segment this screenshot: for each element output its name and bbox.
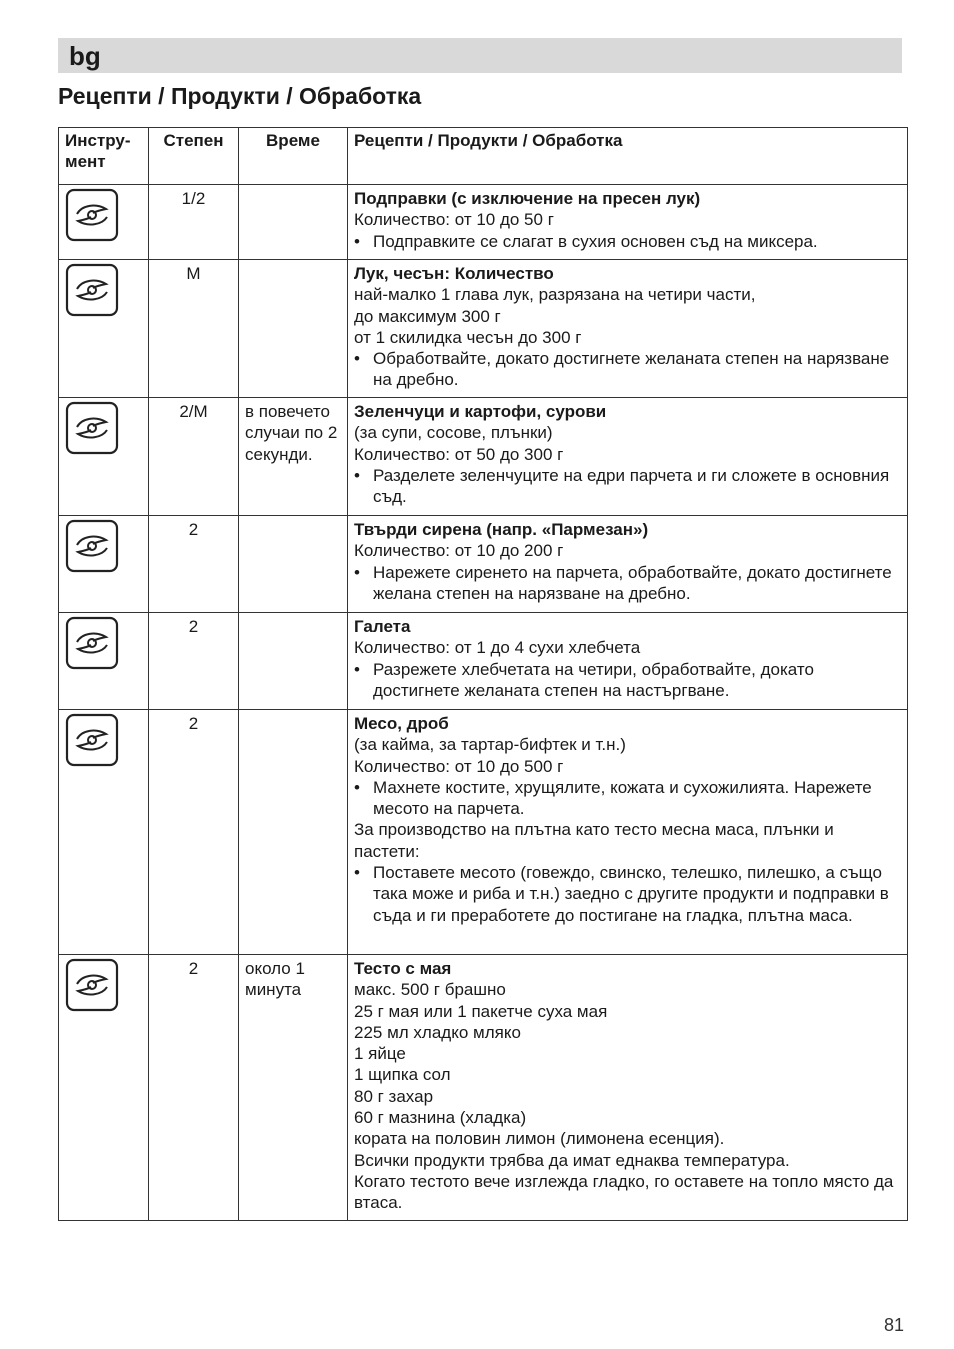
recipe-line: Количество: от 10 до 200 г bbox=[354, 541, 564, 561]
recipe-line: Количество: от 1 до 4 сухи хлебчета bbox=[354, 638, 641, 658]
bullet-icon: • bbox=[354, 562, 360, 582]
table-row bbox=[59, 613, 908, 710]
time-cell bbox=[239, 613, 348, 710]
bullet-text: Поставете месото (говеждо, свинско, телешко, пилешко, а също така може и риба и т.н.) заедно с другите продукти и подправки в съда и ги преработете до постигане на гладка, плътна маса. bbox=[373, 863, 889, 925]
page-number: 81 bbox=[883, 1315, 904, 1335]
blade-attachment-icon bbox=[65, 616, 142, 670]
recipe-line: (за кайма, за тартар-бифтек и т.н.) bbox=[354, 735, 626, 755]
stage-cell: 2 bbox=[149, 613, 239, 710]
recipe-cell bbox=[348, 185, 908, 260]
blade-attachment-icon bbox=[65, 519, 142, 573]
recipe-cell bbox=[348, 955, 908, 1221]
bullet-icon: • bbox=[354, 349, 360, 369]
blade-attachment-icon bbox=[65, 263, 142, 317]
recipe-heading: Месо, дроб bbox=[354, 714, 449, 733]
tool-cell bbox=[59, 955, 149, 1221]
table-row bbox=[59, 185, 908, 260]
recipe-heading: Подправки (с изключение на пресен лук) bbox=[354, 189, 701, 208]
time-cell: в повечето случаи по 2 секунди. bbox=[239, 398, 348, 516]
recipe-line: от 1 скилидка чесън до 300 г bbox=[354, 327, 582, 347]
recipe-line: Количество: от 10 до 500 г bbox=[354, 756, 564, 776]
header-time: Време bbox=[239, 128, 348, 185]
bullet-icon: • bbox=[354, 231, 360, 251]
blade-attachment-icon bbox=[65, 958, 142, 1012]
recipe-line: Всички продукти трябва да имат еднаква температура. bbox=[354, 1150, 790, 1170]
recipe-line: За производство на плътна като тесто месна маса, плънки и пастети: bbox=[354, 820, 834, 861]
table-row bbox=[59, 398, 908, 516]
tool-cell bbox=[59, 398, 149, 516]
bullet-icon: • bbox=[354, 659, 360, 679]
recipe-line: 225 мл хладко мляко bbox=[354, 1022, 521, 1042]
bullet-text: Обработвайте, докато достигнете желаната степен на нарязване на дребно. bbox=[373, 349, 890, 390]
recipe-heading: Твърди сирена (напр. «Пармезан») bbox=[354, 520, 649, 539]
table-body bbox=[59, 185, 908, 1221]
recipe-heading: Галета bbox=[354, 617, 411, 636]
recipe-heading: Зеленчуци и картофи, сурови bbox=[354, 402, 607, 421]
language-bar bbox=[58, 38, 902, 73]
recipe-cell bbox=[348, 613, 908, 710]
recipe-cell bbox=[348, 398, 908, 516]
tool-cell bbox=[59, 185, 149, 260]
time-cell bbox=[239, 516, 348, 613]
time-cell: около 1 минута bbox=[239, 955, 348, 1221]
recipe-line: до максимум 300 г bbox=[354, 306, 501, 326]
blade-attachment-icon bbox=[65, 401, 142, 455]
bullet-text: Разрежете хлебчетата на четири, обработвайте, докато достигнете желаната степен на настъргване. bbox=[373, 659, 814, 700]
time-cell bbox=[239, 185, 348, 260]
recipe-line: макс. 500 г брашно bbox=[354, 980, 506, 1000]
recipe-line: Когато тестото вече изглежда гладко, го оставете на топло място да втаса. bbox=[354, 1171, 894, 1213]
tool-cell bbox=[59, 260, 149, 398]
table-row bbox=[59, 516, 908, 613]
recipe-line: 60 г мазнина (хладка) bbox=[354, 1108, 527, 1128]
bullet-text: Разделете зеленчуците на едри парчета и ги сложете в основния съд. bbox=[373, 465, 890, 507]
bullet-icon: • bbox=[354, 863, 360, 883]
recipe-cell bbox=[348, 260, 908, 398]
recipe-bullet bbox=[354, 659, 901, 702]
table-row bbox=[59, 955, 908, 1221]
recipe-line: 1 щипка сол bbox=[354, 1065, 451, 1085]
recipe-cell bbox=[348, 710, 908, 955]
recipe-bullet bbox=[354, 562, 901, 605]
recipe-cell bbox=[348, 516, 908, 613]
recipe-heading: Лук, чесън: Количество bbox=[354, 264, 554, 283]
time-cell bbox=[239, 710, 348, 955]
header-tool: Инстру-мент bbox=[59, 128, 149, 185]
table-row bbox=[59, 710, 908, 955]
bullet-text: Нарежете сиренето на парчета, обработвайте, докато достигнете желана степен на нарязване на дребно. bbox=[373, 562, 892, 603]
recipe-bullet bbox=[354, 231, 901, 252]
stage-cell: 1/2 bbox=[149, 185, 239, 260]
recipe-line: 25 г мая или 1 пакетче суха мая bbox=[354, 1001, 608, 1021]
blade-attachment-icon bbox=[65, 713, 142, 767]
recipe-line: кората на половин лимон (лимонена есенция). bbox=[354, 1129, 725, 1149]
stage-cell: 2 bbox=[149, 955, 239, 1221]
stage-cell: 2/M bbox=[149, 398, 239, 516]
tool-cell bbox=[59, 613, 149, 710]
bullet-icon: • bbox=[354, 777, 360, 797]
stage-cell: 2 bbox=[149, 710, 239, 955]
recipe-bullet bbox=[354, 465, 901, 508]
blade-attachment-icon bbox=[65, 188, 142, 242]
stage-cell: 2 bbox=[149, 516, 239, 613]
bullet-text: Подправките се слагат в сухия основен съд на миксера. bbox=[373, 231, 818, 251]
time-cell bbox=[239, 260, 348, 398]
table-header-row bbox=[59, 128, 908, 185]
recipe-line: най-малко 1 глава лук, разрязана на четири части, bbox=[354, 285, 756, 305]
recipe-bullet bbox=[354, 862, 901, 926]
recipe-line: 80 г захар bbox=[354, 1086, 434, 1106]
recipe-bullet bbox=[354, 777, 901, 820]
recipe-line: 1 яйце bbox=[354, 1044, 406, 1064]
tool-cell bbox=[59, 516, 149, 613]
recipe-line: (за супи, сосове, плънки) bbox=[354, 423, 553, 443]
stage-cell: M bbox=[149, 260, 239, 398]
header-stage: Степен bbox=[149, 128, 239, 185]
recipes-table bbox=[58, 127, 908, 1221]
header-recipe: Рецепти / Продукти / Обработка bbox=[348, 128, 908, 185]
recipe-line: Количество: от 50 до 300 г bbox=[354, 444, 564, 464]
recipe-heading: Тесто с мая bbox=[354, 959, 452, 978]
page-title: Рецепти / Продукти / Обработка bbox=[58, 83, 422, 109]
bullet-text: Махнете костите, хрущялите, кожата и сухожилията. Нарежете месото на парчета. bbox=[373, 777, 872, 819]
recipe-bullet bbox=[354, 348, 901, 391]
tool-cell bbox=[59, 710, 149, 955]
language-code: bg bbox=[69, 41, 101, 71]
table-row bbox=[59, 260, 908, 398]
bullet-icon: • bbox=[354, 465, 360, 485]
recipe-line: Количество: от 10 до 50 г bbox=[354, 210, 554, 230]
